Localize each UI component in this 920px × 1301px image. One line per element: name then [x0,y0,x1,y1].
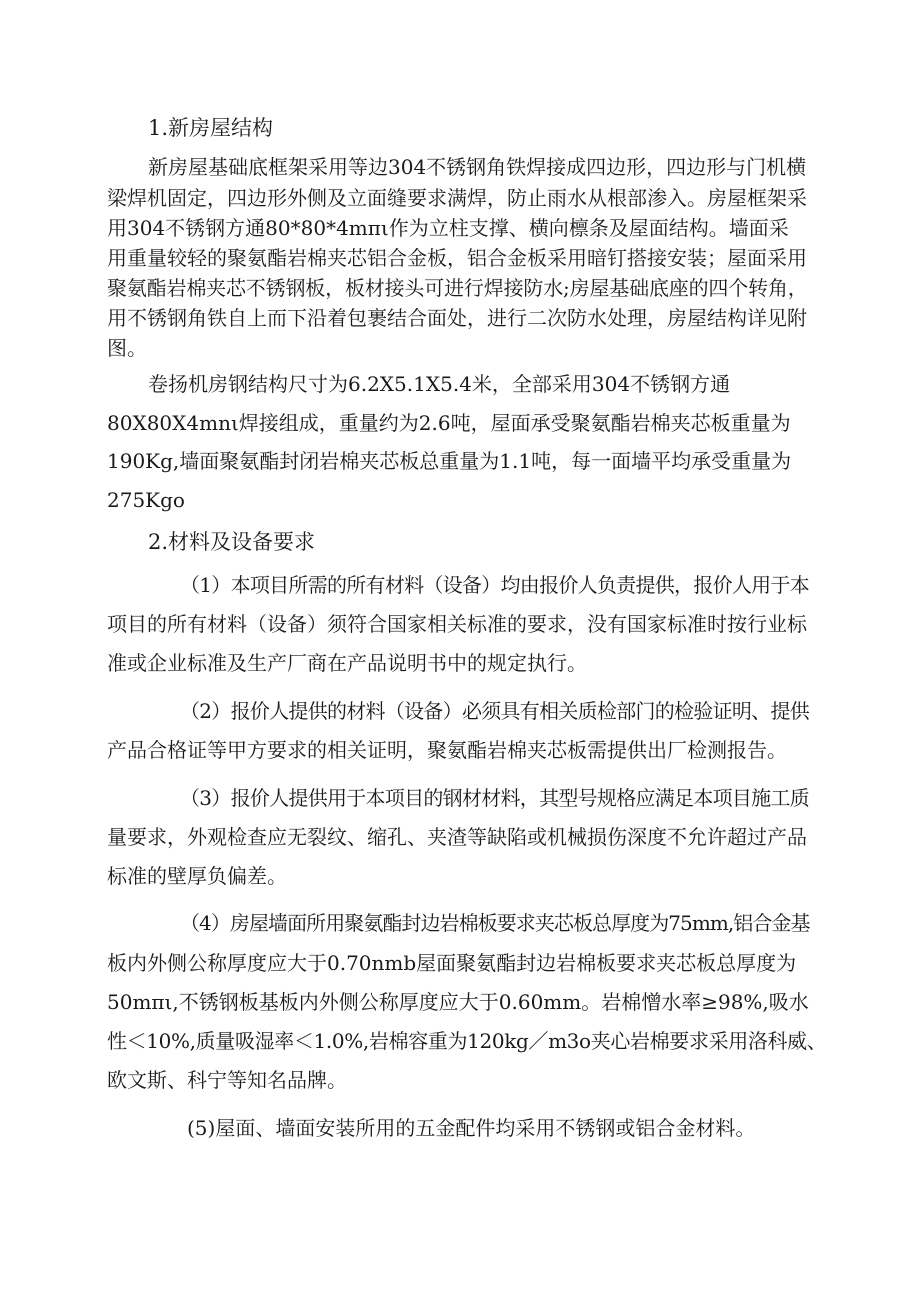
section-1-para-2-line-3: 190Kg,墙面聚氨酯封闭岩棉夹芯板总重量为1.1吨，每一面墙平均承受重量为 [107,449,792,473]
section-1-para-1-line-7: 图。 [107,336,147,360]
section-1-para-1-line-5: 聚氨酯岩棉夹芯不锈钢板，板材接头可进行焊接防水;房屋基础底座的四个转角， [107,276,808,300]
section-1-para-2-line-1: 卷扬机房钢结构尺寸为6.2X5.1X5.4米，全部采用304不锈钢方通 [148,372,731,396]
section-1-para-1-line-1: 新房屋基础底框架采用等边304不锈钢角铁焊接成四边形，四边形与门机横 [148,155,807,179]
section-1-para-2-line-2: 80X80X4mnι焊接组成，重量约为2.6吨，屋面承受聚氨酯岩棉夹芯板重量为 [107,411,791,435]
item-4-line-5: 欧文斯、科宁等知名品牌。 [107,1068,347,1092]
item-4-line-2: 板内外侧公称厚度应大于0.70nmb屋面聚氨酯封边岩棉板要求夹芯板总厚度为 [107,951,797,975]
section-1-para-1-line-4: 用重量较轻的聚氨酯岩棉夹芯铝合金板，铝合金板采用暗钉搭接安装；屋面采用 [107,246,807,270]
item-3-line-2: 量要求，外观检查应无裂纹、缩孔、夹渣等缺陷或机械损伤深度不允许超过产品 [107,825,807,849]
section-1-para-1-line-3: 用304不锈钢方通80*80*4mπι作为立柱支撑、横向檩条及屋面结构。墙面采 [107,216,789,240]
item-3-line-1: （3）报价人提供用于本项目的钢材材料，其型号规格应满足本项目施工质 [180,786,810,810]
item-2-line-1: （2）报价人提供的材料（设备）必须具有相关质检部门的检验证明、提供 [180,699,810,723]
item-1-line-1: （1）本项目所需的所有材料（设备）均由报价人负责提供，报价人用于本 [180,573,810,597]
item-4-line-1: （4）房屋墙面所用聚氨酯封边岩棉板要求夹芯板总厚度为75mm,铝合金基 [180,911,810,935]
section-1-heading: 1.新房屋结构 [148,116,274,140]
item-3-line-3: 标准的壁厚负偏差。 [107,864,287,888]
section-1-para-1-line-2: 梁焊机固定，四边形外侧及立面缝要求满焊，防止雨水从根部渗入。房屋框架采 [107,186,807,210]
item-1-line-2: 项目的所有材料（设备）须符合国家相关标准的要求，没有国家标准时按行业标 [107,612,807,636]
item-1-line-3: 准或企业标准及生产厂商在产品说明书中的规定执行。 [107,651,587,675]
item-4-line-4: 性＜10%,质量吸湿率＜1.0%,岩棉容重为120kg／m3o夹心岩棉要求采用洛科威、 [107,1029,827,1053]
item-4-line-3: 50mπι,不锈钢板基板内外侧公称厚度应大于0.60mm。岩棉憎水率≥98%,吸水 [107,990,809,1014]
item-5-line-1: (5)屋面、墙面安装所用的五金配件均采用不锈钢或铝合金材料。 [187,1116,756,1140]
section-1-para-1-line-6: 用不锈钢角铁自上而下沿着包裹结合面处，进行二次防水处理，房屋结构详见附 [107,306,807,330]
section-2-heading: 2.材料及设备要求 [148,530,316,554]
item-2-line-2: 产品合格证等甲方要求的相关证明，聚氨酯岩棉夹芯板需提供出厂检测报告。 [107,738,787,762]
section-1-para-2-line-4: 275Kgo [107,488,185,512]
